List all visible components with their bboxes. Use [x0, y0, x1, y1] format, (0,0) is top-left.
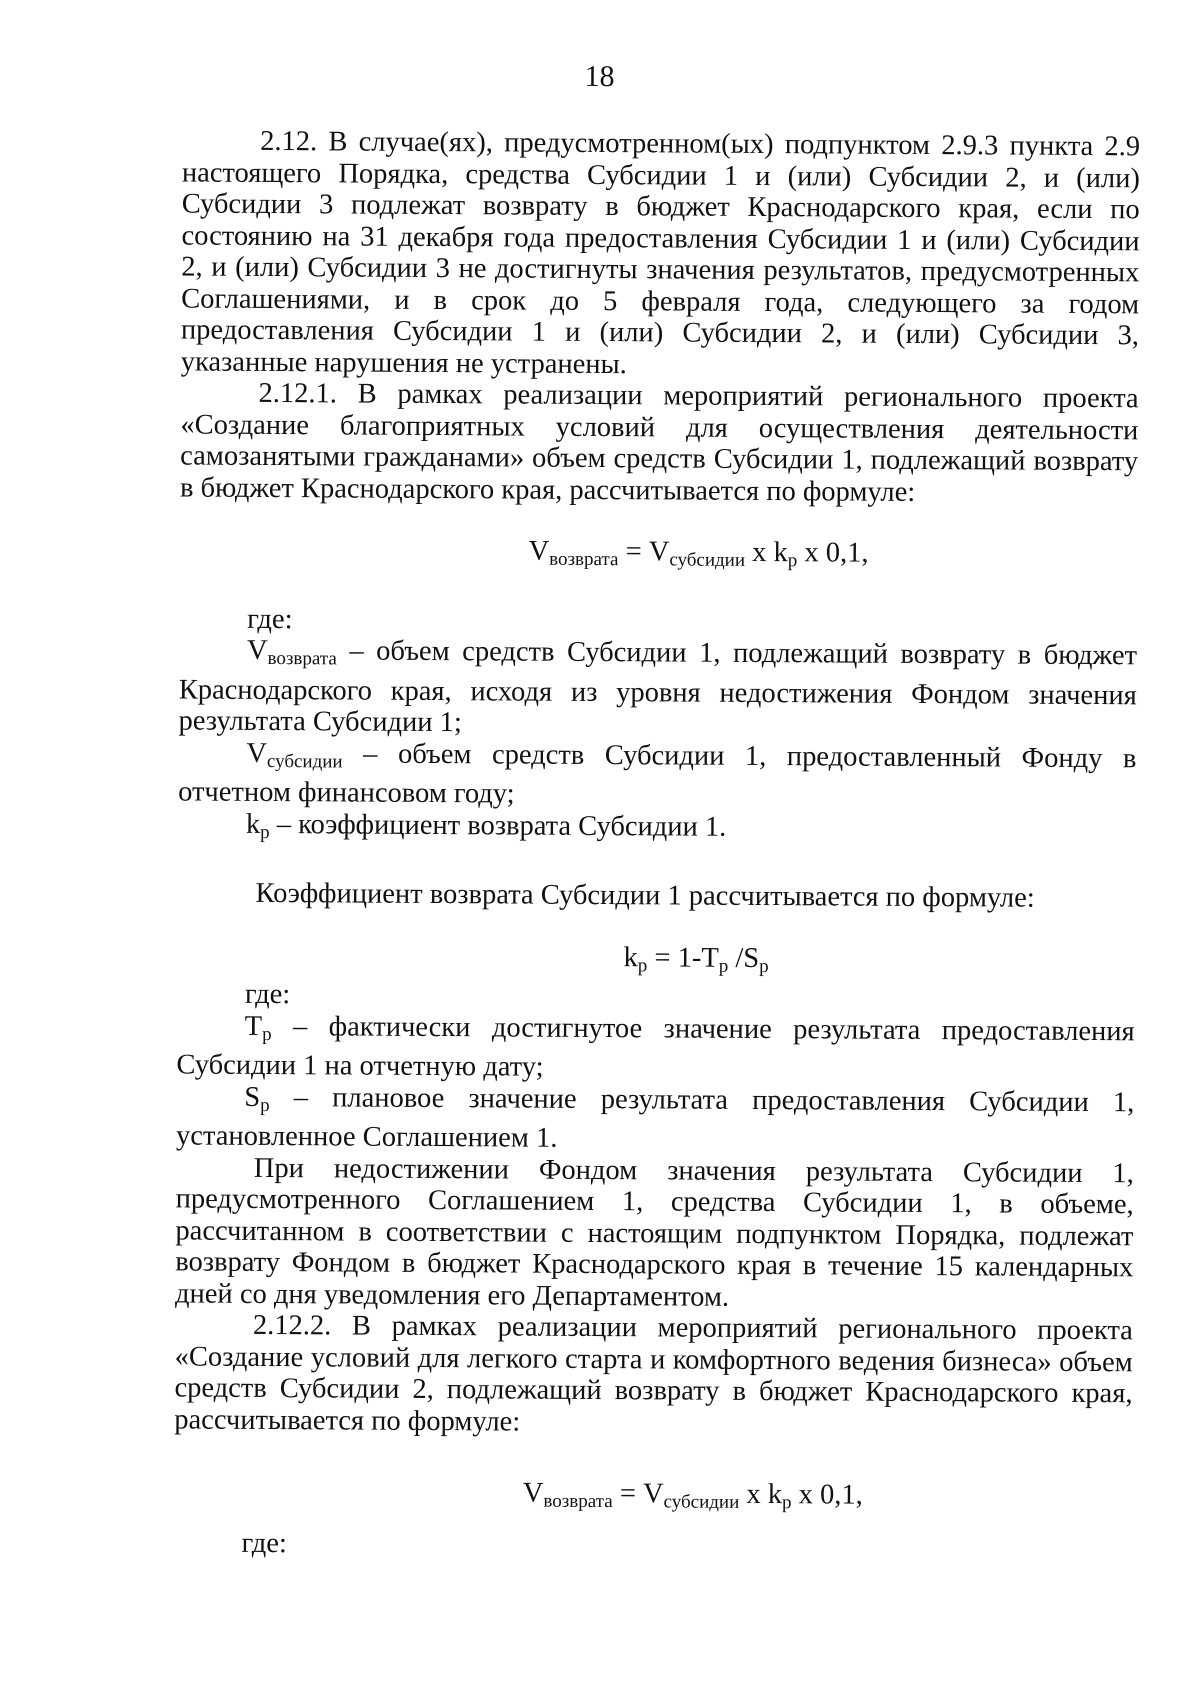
- where-label-coefficient: где:: [244, 978, 291, 1011]
- definition-subscript: субсидии: [266, 750, 343, 772]
- definition-text: – фактически достигнутое значение результата предоставления Субсидии 1 на отчетную дату;: [176, 1010, 1135, 1083]
- formula-symbol: x 0,1,: [791, 1479, 863, 1511]
- page-number: 18: [584, 59, 615, 94]
- formula-subscript: р: [637, 954, 648, 976]
- formula-symbol: V: [522, 1477, 544, 1509]
- formula-symbol: = V: [618, 536, 670, 568]
- definition-text: – объем средств Субсидии 1, подлежащий возврату в бюджет Краснодарского края, исходя из уровня недостижения Фондом значения результата Субсидии 1;: [178, 635, 1138, 739]
- definition-v-return: [178, 634, 1137, 742]
- formula-symbol: x 0,1,: [797, 537, 869, 569]
- definition-symbol: T: [244, 1010, 263, 1042]
- formula-subscript: р: [759, 955, 769, 977]
- paragraph-2-12-2: 2.12.2. В рамках реализации мероприятий регионального проекта «Создание условий для легкого старта и комфортного ведения бизнеса» объем средств Субсидии 2, подлежащий возврату в бюджет Краснодарского края, рассчитывается по формуле:: [174, 1309, 1133, 1438]
- paragraph-fund-return: При недостижении Фондом значения результата Субсидии 1, предусмотренного Соглашением 1, средства Субсидии 1, в объеме, рассчитанном в соответствии с настоящим подпунктом Порядка, подлежат возврату Фондом в бюджет Краснодарского края в течение 15 календарных дней со дня уведомления его Департаментом.: [174, 1152, 1134, 1313]
- definition-sp: [176, 1081, 1134, 1158]
- formula-symbol: x k: [739, 1478, 783, 1511]
- formula-subscript: р: [718, 955, 729, 977]
- definition-v-subsidy: [178, 737, 1136, 814]
- definition-text: – плановое значение результата предоставления Субсидии 1, установленное Соглашением 1.: [175, 1081, 1135, 1154]
- formula-coefficient: [177, 939, 1135, 984]
- definition-subscript: р: [260, 1094, 270, 1116]
- formula-symbol: = V: [612, 1478, 664, 1510]
- formula-symbol: /S: [728, 942, 760, 974]
- definition-symbol: V: [246, 737, 268, 769]
- formula-return-volume-1: [179, 533, 1137, 578]
- formula-return-volume-2: [174, 1475, 1132, 1520]
- formula-symbol: = 1-T: [647, 941, 719, 974]
- formula-subscript: субсидии: [663, 1491, 740, 1513]
- definition-tp: [176, 1010, 1134, 1087]
- where-label-final: где:: [241, 1527, 288, 1559]
- document-body: [173, 125, 1140, 1564]
- paragraph-2-12-1: 2.12.1. В рамках реализации мероприятий регионального проекта «Создание благоприятных условий для осуществления деятельности самозанятыми гражданами» объем средств Субсидии 1, подлежащий возврату в бюджет Краснодарского края, рассчитывается по формуле:: [179, 377, 1139, 508]
- formula-subscript: р: [781, 1492, 792, 1514]
- formula-symbol: k: [623, 941, 638, 973]
- formula-symbol: x k: [745, 536, 788, 569]
- formula-symbol: V: [528, 535, 550, 567]
- formula-subscript: субсидии: [669, 549, 746, 571]
- definition-symbol: V: [246, 634, 268, 666]
- definition-text: – коэффициент возврата Субсидии 1.: [269, 808, 727, 843]
- definition-kp: [178, 808, 1136, 853]
- definition-symbol: k: [245, 808, 261, 840]
- paragraph-2-12: 2.12. В случае(ях), предусмотренном(ых) подпунктом 2.9.3 пункта 2.9 настоящего Порядка, средства Субсидии 1 и (или) Субсидии 2, и (или) Субсидии 3 подлежат возврату в бюджет Краснодарского края, если по состоянию на 31 декабря года предоставления Субсидии 1 и (или) Субсидии 2, и (или) Субсидии 3 не достигнуты значения результатов, предусмотренных Соглашениями, и в срок до 5 февраля года, следующего за годом предоставления Субсидии 1 и (или) Субсидии 2, и (или) Субсидии 3, указанные нарушения не устранены.: [180, 125, 1141, 380]
- where-label: где:: [247, 603, 293, 635]
- definition-subscript: возврата: [267, 647, 337, 670]
- definition-subscript: р: [260, 821, 270, 843]
- formula-subscript: возврата: [549, 548, 619, 571]
- formula-subscript: р: [787, 550, 798, 572]
- coefficient-intro: Коэффициент возврата Субсидии 1 рассчитывается по формуле:: [255, 877, 1035, 914]
- definition-symbol: S: [244, 1081, 261, 1113]
- definition-text: – объем средств Субсидии 1, предоставленный Фонду в отчетном финансовом году;: [178, 737, 1137, 810]
- formula-subscript: возврата: [543, 1490, 613, 1513]
- definition-subscript: р: [262, 1023, 272, 1045]
